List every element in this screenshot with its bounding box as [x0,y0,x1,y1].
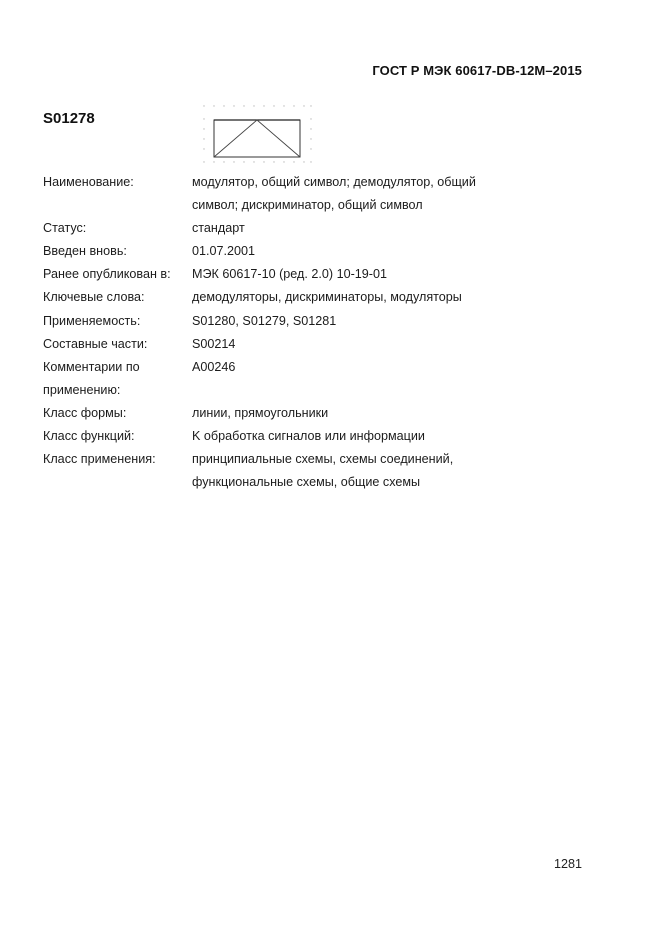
value-line: функциональные схемы, общие схемы [192,475,421,490]
row-application-class [43,448,563,494]
label-name: Наименование: [43,175,134,189]
row-applicability [43,310,563,333]
label-previously-published: Ранее опубликован в: [43,267,171,282]
symbol-id: S01278 [43,110,95,127]
label-applicability: Применяемость: [43,313,141,328]
row-status [43,217,563,240]
page-number: 1281 [553,857,582,871]
label-line: Комментарии по [43,359,140,374]
value-keywords: демодуляторы, дискриминаторы, модуляторы [192,290,462,305]
label-function-class: Класс функций: [43,429,135,444]
grid-dots [203,105,311,162]
value-previously-published: МЭК 60617-10 (ред. 2.0) 10-19-01 [192,267,387,282]
label-application-notes [43,356,192,402]
value-line: модулятор, общий символ; демодулятор, общий [192,175,476,189]
row-name [43,171,563,217]
label-status: Статус: [43,221,87,236]
label-components: Составные части: [43,336,148,351]
value-introduced: 01.07.2001 [192,244,256,259]
attribute-table [43,171,563,494]
label-keywords: Ключевые слова: [43,290,145,305]
modulator-symbol-icon [200,103,315,166]
value-line: символ; дискриминатор, общий символ [192,198,423,213]
value-status: стандарт [192,221,245,236]
standard-header: ГОСТ Р МЭК 60617-DB-12M–2015 [372,63,582,78]
row-components [43,333,563,356]
value-name [192,171,563,217]
symbol-graphic [200,103,315,166]
label-shape-class: Класс формы: [43,405,127,420]
value-function-class: K обработка сигналов или информации [192,429,425,444]
label-introduced: Введен вновь: [43,244,127,259]
value-application-notes: A00246 [192,359,236,374]
row-shape-class [43,402,563,425]
row-application-notes [43,356,563,402]
row-function-class [43,425,563,448]
value-line: принципиальные схемы, схемы соединений, [192,452,454,467]
value-shape-class: линии, прямоугольники [192,405,329,420]
value-components: S00214 [192,336,236,351]
row-keywords [43,286,563,309]
label-line: применению: [43,382,121,397]
row-introduced [43,240,563,263]
value-applicability: S01280, S01279, S01281 [192,313,337,328]
label-application-class: Класс применения: [43,452,156,467]
row-previously-published [43,263,563,286]
value-application-class [192,448,563,494]
